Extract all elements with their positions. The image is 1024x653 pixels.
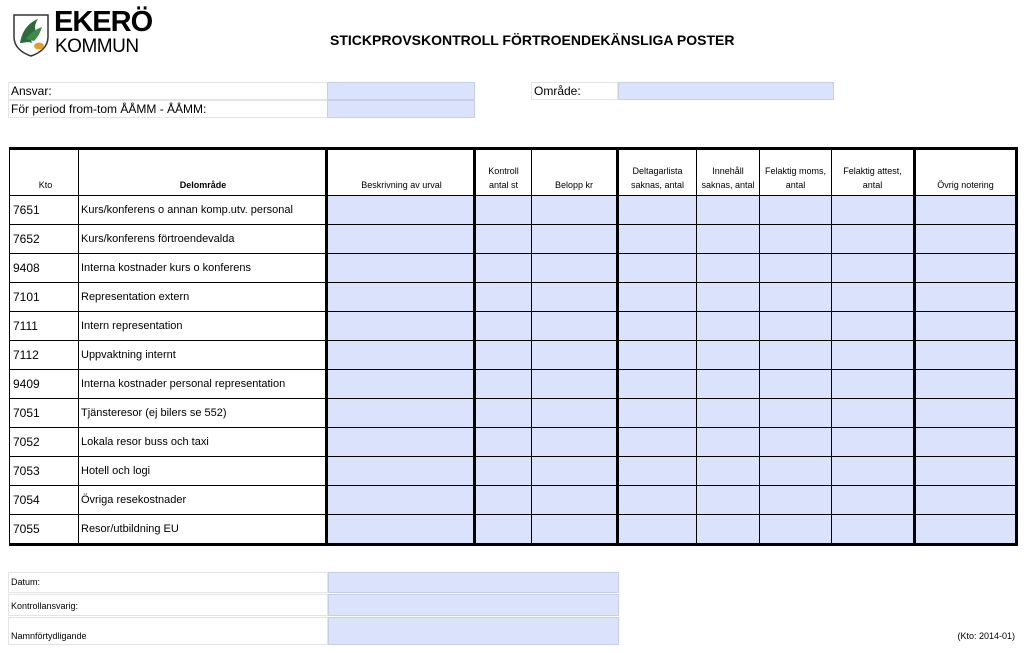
kto-cell: 7101 xyxy=(10,283,79,312)
deltagarlista-input[interactable] xyxy=(618,486,697,515)
header-delomrade: Delområde xyxy=(79,149,327,196)
namnfortydligande-input[interactable] xyxy=(328,617,619,645)
kto-cell: 7051 xyxy=(10,399,79,428)
kto-cell: 7054 xyxy=(10,486,79,515)
header-belopp: Belopp kr xyxy=(532,149,618,196)
table-row xyxy=(10,370,1017,399)
beskrivning-input[interactable] xyxy=(327,370,475,399)
deltagarlista-input[interactable] xyxy=(618,428,697,457)
datum-input[interactable] xyxy=(328,572,619,593)
kontroll-input[interactable] xyxy=(475,283,532,312)
deltagarlista-input[interactable] xyxy=(618,370,697,399)
table-row xyxy=(10,341,1017,370)
belopp-input[interactable] xyxy=(532,283,618,312)
belopp-input[interactable] xyxy=(532,486,618,515)
delomrade-cell: Hotell och logi xyxy=(79,457,327,486)
kto-cell: 7112 xyxy=(10,341,79,370)
delomrade-cell: Lokala resor buss och taxi xyxy=(79,428,327,457)
ovrig-input[interactable] xyxy=(915,312,1017,341)
kontrollansvarig-input[interactable] xyxy=(328,594,619,616)
attest-input[interactable] xyxy=(832,399,915,428)
innehall-input[interactable] xyxy=(697,196,760,225)
belopp-input[interactable] xyxy=(532,457,618,486)
logo-text-ekero: EKERÖ xyxy=(54,6,153,38)
table-row xyxy=(10,399,1017,428)
ovrig-input[interactable] xyxy=(915,196,1017,225)
deltagarlista-input[interactable] xyxy=(618,312,697,341)
kontroll-input[interactable] xyxy=(475,515,532,545)
delomrade-cell: Resor/utbildning EU xyxy=(79,515,327,545)
deltagarlista-input[interactable] xyxy=(618,283,697,312)
innehall-input[interactable] xyxy=(697,312,760,341)
delomrade-cell: Interna kostnader kurs o konferens xyxy=(79,254,327,283)
table-row xyxy=(10,196,1017,225)
table-row xyxy=(10,312,1017,341)
omrade-label: Område: xyxy=(534,84,581,98)
table-row xyxy=(10,515,1017,545)
moms-input[interactable] xyxy=(760,428,832,457)
header-kontroll xyxy=(475,149,532,196)
ovrig-input[interactable] xyxy=(915,457,1017,486)
header-moms-line2: antal xyxy=(785,180,806,190)
ekero-kommun-logo xyxy=(12,6,153,60)
kto-cell: 7052 xyxy=(10,428,79,457)
kontroll-input[interactable] xyxy=(475,457,532,486)
belopp-input[interactable] xyxy=(532,196,618,225)
attest-input[interactable] xyxy=(832,283,915,312)
attest-input[interactable] xyxy=(832,457,915,486)
innehall-input[interactable] xyxy=(697,399,760,428)
kontroll-input[interactable] xyxy=(475,225,532,254)
kto-cell: 7053 xyxy=(10,457,79,486)
beskrivning-input[interactable] xyxy=(327,254,475,283)
attest-input[interactable] xyxy=(832,254,915,283)
attest-input[interactable] xyxy=(832,428,915,457)
omrade-input[interactable] xyxy=(618,82,834,100)
ovrig-input[interactable] xyxy=(915,225,1017,254)
attest-input[interactable] xyxy=(832,312,915,341)
innehall-input[interactable] xyxy=(697,341,760,370)
period-label: För period from-tom ÅÅMM - ÅÅMM: xyxy=(11,102,207,116)
period-label-cell xyxy=(8,100,328,118)
belopp-input[interactable] xyxy=(532,399,618,428)
header-innehall-line2: saknas, antal xyxy=(701,180,755,190)
moms-input[interactable] xyxy=(760,254,832,283)
datum-label-cell xyxy=(8,572,328,593)
kontroll-input[interactable] xyxy=(475,254,532,283)
innehall-input[interactable] xyxy=(697,515,760,545)
logo-text-kommun: KOMMUN xyxy=(55,36,139,57)
belopp-input[interactable] xyxy=(532,225,618,254)
kontroll-input[interactable] xyxy=(475,428,532,457)
table-row xyxy=(10,283,1017,312)
beskrivning-input[interactable] xyxy=(327,399,475,428)
moms-input[interactable] xyxy=(760,486,832,515)
deltagarlista-input[interactable] xyxy=(618,457,697,486)
attest-input[interactable] xyxy=(832,196,915,225)
kontrollansvarig-label-cell xyxy=(8,594,328,616)
belopp-input[interactable] xyxy=(532,515,618,545)
kto-version-note: (Kto: 2014-01) xyxy=(957,631,1015,641)
namnfortydligande-label: Namnförtydligande xyxy=(11,631,87,641)
moms-input[interactable] xyxy=(760,196,832,225)
kto-cell: 7111 xyxy=(10,312,79,341)
header-kto: Kto xyxy=(10,149,79,196)
ovrig-input[interactable] xyxy=(915,254,1017,283)
period-input[interactable] xyxy=(327,100,475,118)
table-row xyxy=(10,486,1017,515)
deltagarlista-input[interactable] xyxy=(618,196,697,225)
header-innehall xyxy=(697,149,760,196)
ovrig-input[interactable] xyxy=(915,428,1017,457)
moms-input[interactable] xyxy=(760,457,832,486)
page-title: STICKPROVSKONTROLL FÖRTROENDEKÄNSLIGA POSTER xyxy=(330,32,735,48)
delomrade-cell: Kurs/konferens o annan komp.utv. personal xyxy=(79,196,327,225)
beskrivning-input[interactable] xyxy=(327,312,475,341)
attest-input[interactable] xyxy=(832,225,915,254)
deltagarlista-input[interactable] xyxy=(618,341,697,370)
control-table xyxy=(9,147,1018,546)
table-row xyxy=(10,225,1017,254)
delomrade-cell: Intern representation xyxy=(79,312,327,341)
attest-input[interactable] xyxy=(832,341,915,370)
moms-input[interactable] xyxy=(760,283,832,312)
beskrivning-input[interactable] xyxy=(327,225,475,254)
table-row xyxy=(10,428,1017,457)
header-kontroll-line2: antal st xyxy=(488,180,519,190)
beskrivning-input[interactable] xyxy=(327,428,475,457)
innehall-input[interactable] xyxy=(697,486,760,515)
beskrivning-input[interactable] xyxy=(327,283,475,312)
moms-input[interactable] xyxy=(760,370,832,399)
header-deltagarlista-line2: saknas, antal xyxy=(630,180,685,190)
deltagarlista-input[interactable] xyxy=(618,225,697,254)
moms-input[interactable] xyxy=(760,312,832,341)
header-moms xyxy=(760,149,832,196)
belopp-input[interactable] xyxy=(532,254,618,283)
header-attest-line2: antal xyxy=(862,180,883,190)
header-beskrivning: Beskrivning av urval xyxy=(327,149,475,196)
beskrivning-input[interactable] xyxy=(327,515,475,545)
moms-input[interactable] xyxy=(760,399,832,428)
kontrollansvarig-label: Kontrollansvarig: xyxy=(11,601,79,611)
belopp-input[interactable] xyxy=(532,370,618,399)
delomrade-cell: Kurs/konferens förtroendevalda xyxy=(79,225,327,254)
header-ovrig: Övrig notering xyxy=(915,149,1017,196)
kontroll-input[interactable] xyxy=(475,312,532,341)
kto-cell: 9409 xyxy=(10,370,79,399)
header-moms-line1: Felaktig moms, xyxy=(764,166,826,176)
header-deltagarlista xyxy=(618,149,697,196)
ovrig-input[interactable] xyxy=(915,486,1017,515)
beskrivning-input[interactable] xyxy=(327,457,475,486)
table-row xyxy=(10,254,1017,283)
kto-cell: 7055 xyxy=(10,515,79,545)
beskrivning-input[interactable] xyxy=(327,196,475,225)
belopp-input[interactable] xyxy=(532,341,618,370)
deltagarlista-input[interactable] xyxy=(618,515,697,545)
kontroll-input[interactable] xyxy=(475,370,532,399)
deltagarlista-input[interactable] xyxy=(618,254,697,283)
innehall-input[interactable] xyxy=(697,283,760,312)
header-deltagarlista-line1: Deltagarlista xyxy=(632,166,683,176)
table-row xyxy=(10,457,1017,486)
header-innehall-line1: Innehåll xyxy=(712,166,744,176)
delomrade-cell: Övriga resekostnader xyxy=(79,486,327,515)
ovrig-input[interactable] xyxy=(915,283,1017,312)
attest-input[interactable] xyxy=(832,486,915,515)
kto-cell: 7651 xyxy=(10,196,79,225)
ansvar-label-cell xyxy=(8,82,328,100)
namnfortydligande-label-cell xyxy=(8,617,328,645)
attest-input[interactable] xyxy=(832,370,915,399)
coat-of-arms-icon xyxy=(12,13,50,57)
kontroll-input[interactable] xyxy=(475,486,532,515)
innehall-input[interactable] xyxy=(697,370,760,399)
belopp-input[interactable] xyxy=(532,312,618,341)
innehall-input[interactable] xyxy=(697,254,760,283)
ovrig-input[interactable] xyxy=(915,399,1017,428)
header-attest xyxy=(832,149,915,196)
kontroll-input[interactable] xyxy=(475,341,532,370)
delomrade-cell: Interna kostnader personal representation xyxy=(79,370,327,399)
attest-input[interactable] xyxy=(832,515,915,545)
moms-input[interactable] xyxy=(760,225,832,254)
innehall-input[interactable] xyxy=(697,225,760,254)
innehall-input[interactable] xyxy=(697,428,760,457)
beskrivning-input[interactable] xyxy=(327,486,475,515)
moms-input[interactable] xyxy=(760,515,832,545)
header-kontroll-line1: Kontroll xyxy=(488,166,519,176)
omrade-label-cell xyxy=(531,82,618,100)
kontroll-input[interactable] xyxy=(475,399,532,428)
kto-cell: 9408 xyxy=(10,254,79,283)
table-header-row xyxy=(10,149,1017,196)
ovrig-input[interactable] xyxy=(915,370,1017,399)
kontroll-input[interactable] xyxy=(475,196,532,225)
header-attest-line1: Felaktig attest, xyxy=(843,166,902,176)
datum-label: Datum: xyxy=(11,577,41,587)
ovrig-input[interactable] xyxy=(915,341,1017,370)
ansvar-label: Ansvar: xyxy=(11,84,52,98)
innehall-input[interactable] xyxy=(697,457,760,486)
delomrade-cell: Representation extern xyxy=(79,283,327,312)
moms-input[interactable] xyxy=(760,341,832,370)
deltagarlista-input[interactable] xyxy=(618,399,697,428)
kto-cell: 7652 xyxy=(10,225,79,254)
belopp-input[interactable] xyxy=(532,428,618,457)
delomrade-cell: Tjänsteresor (ej bilers se 552) xyxy=(79,399,327,428)
ovrig-input[interactable] xyxy=(915,515,1017,545)
ansvar-input[interactable] xyxy=(327,82,475,100)
delomrade-cell: Uppvaktning internt xyxy=(79,341,327,370)
beskrivning-input[interactable] xyxy=(327,341,475,370)
